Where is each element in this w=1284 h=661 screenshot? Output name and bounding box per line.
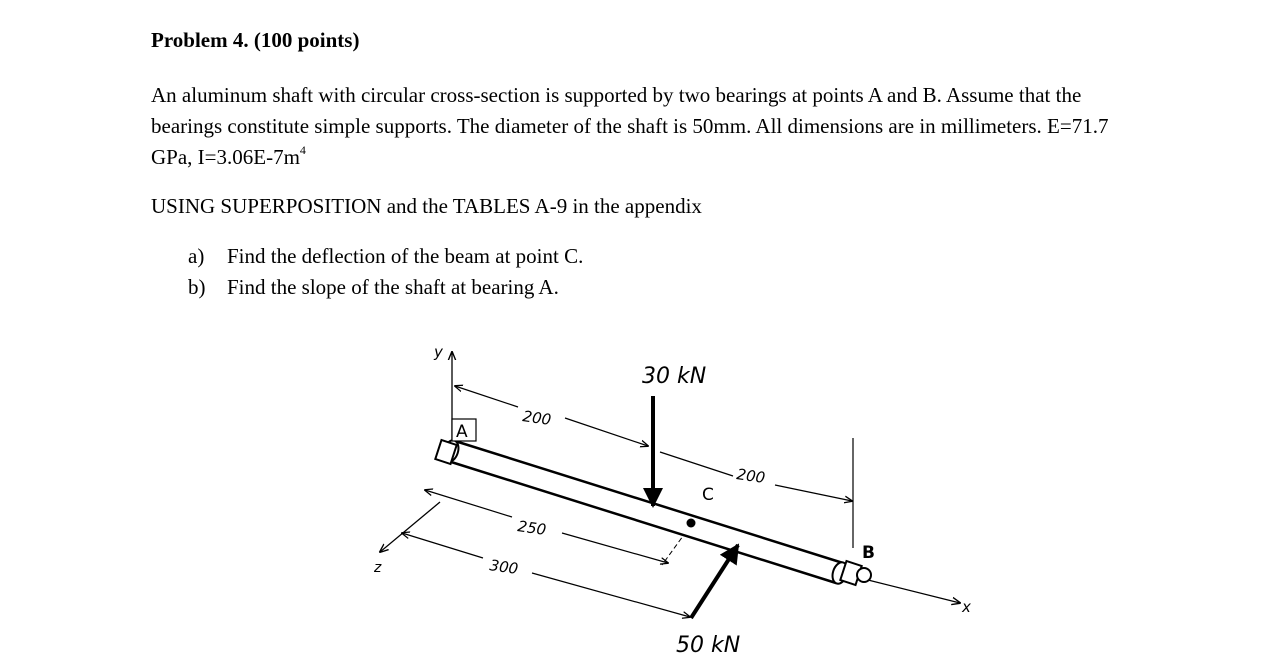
dim-200-left-line-2 [565, 418, 648, 446]
dim-200-left-line [455, 386, 518, 407]
problem-description-text: An aluminum shaft with circular cross-section is supported by two bearings at points A and B. Assume that the bearings constitute simple supports. The diameter of the shaft is 50mm. All dimensions are in millimeters. E=71.7 GPa, I=3.06E-7m [151, 83, 1109, 169]
bearing-b-hub [857, 568, 871, 582]
x-axis-line [868, 580, 960, 603]
z-axis-line [380, 502, 440, 552]
dim-200-right: 200 [735, 465, 767, 487]
method-instruction: USING SUPERPOSITION and the TABLES A-9 in the appendix [151, 194, 702, 218]
dim-200-right-line-2 [775, 485, 852, 501]
label-a: A [456, 422, 468, 442]
dim-300: 300 [488, 556, 520, 578]
question-b-text: Find the slope of the shaft at bearing A. [227, 275, 559, 299]
exponent: 4 [299, 143, 306, 157]
z-axis-label: z [374, 560, 382, 576]
label-b: B [862, 543, 875, 563]
dim-300-line-2 [532, 573, 690, 617]
point-c-dot [687, 519, 696, 528]
force-50-label: 50 kN [676, 633, 741, 658]
question-a-label: a) [188, 244, 205, 268]
dim-300-line [402, 533, 483, 558]
force-50-arrow [691, 545, 738, 618]
question-a-text: Find the deflection of the beam at point C. [227, 244, 584, 268]
dim-250: 250 [516, 517, 548, 539]
dim-200-left: 200 [521, 407, 553, 429]
dim-200-right-line [660, 452, 733, 476]
force-30-label: 30 kN [642, 364, 707, 389]
question-b-label: b) [188, 275, 206, 299]
y-axis-label: y [434, 343, 443, 361]
dim-250-line-2 [562, 533, 668, 563]
label-c: C [702, 485, 714, 505]
problem-title: Problem 4. (100 points) [151, 28, 360, 52]
x-axis-label: x [962, 598, 971, 616]
